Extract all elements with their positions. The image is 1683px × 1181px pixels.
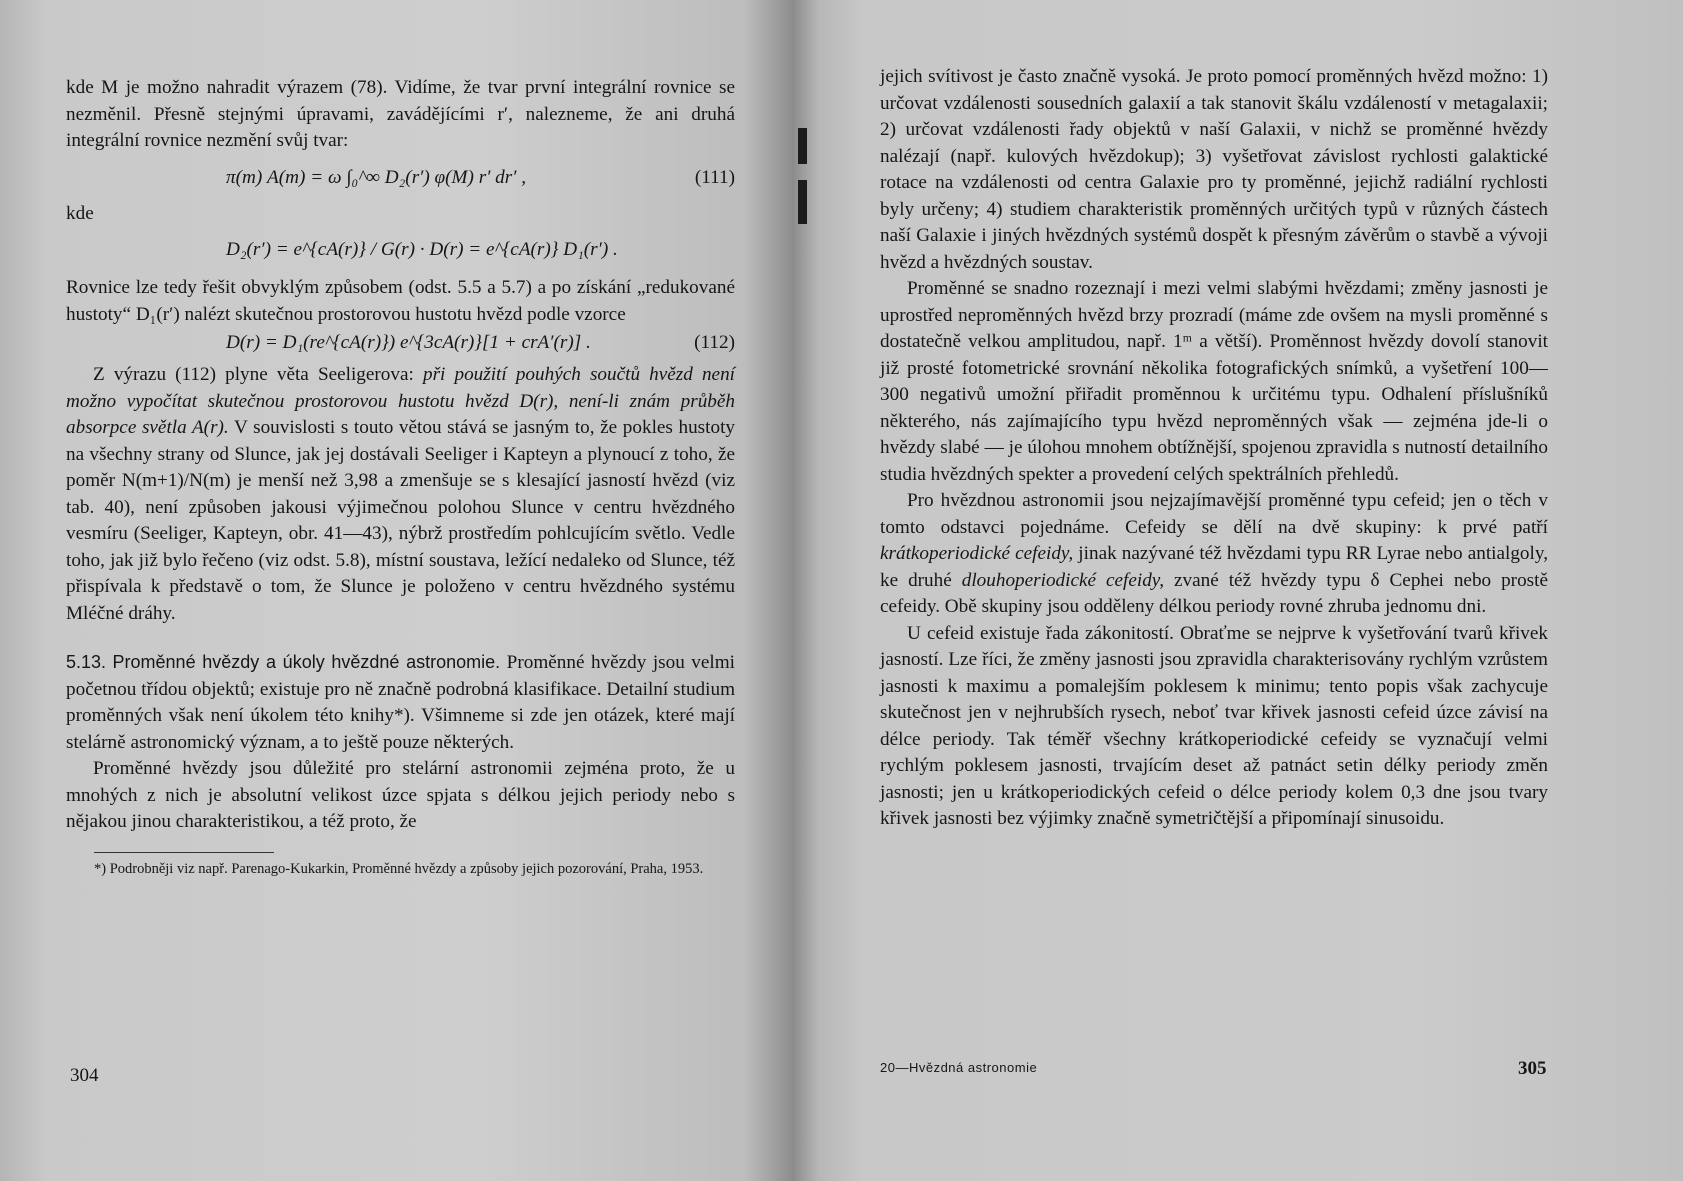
right-text-column <box>880 64 1548 833</box>
short-period-cepheids: krátkoperiodické cefeidy, <box>880 543 1074 564</box>
seeliger-theorem: při použití pouhých součtů hvězd není možno vypočítat skutečnou prostorovou hustotu hvězd D(r), není-li znám průběh absorpce světla A(r). <box>66 364 736 438</box>
left-paragraph-3 <box>66 362 735 627</box>
right-paragraph-1: jejich svítivost je často značně vysoká. Je proto pomocí proměnných hvězd možno: 1) určovat vzdálenosti sousedních galaxií a tak stanovit škálu vzdáleností v metagalaxii; 2) určovat vzdálenosti řady objektů v naší Galaxii, v nichž se proměnné hvězdy nalézají (např. kulových hvězdokup); 3) vyšetřovat závislost rychlosti galaktické rotace na vzdálenosti od centra Galaxie pro ty proměnné, jejichž radiální rychlosti byly určeny; 4) studiem charakteristik proměnných určitých typů v různých částech naší Galaxie i jiných hvězdných systémů dospět k přesným závěrům o stavbě a vývoji hvězd a hvězdných soustav. <box>880 66 1548 273</box>
left-paragraph-2: Rovnice lze tedy řešit obvyklým způsobem (odst. 5.5 a 5.7) a po získání „redukované hustoty“ D₁(r′) nalézt skutečnou prostorovou hustotu hvězd podle vzorce <box>66 277 735 325</box>
equation-111-text: π(m) A(m) = ω ∫₀^∞ D₂(r′) φ(M) r′ dr′ , <box>226 166 527 188</box>
equation-112 <box>66 328 735 362</box>
seeliger-intro: Z výrazu (112) plyne věta Seeligerova: <box>93 364 423 385</box>
left-paragraph-5: Proměnné hvězdy jsou důležité pro stelární astronomii zejména proto, že u mnohých z nich je absolutní velikost úzce spjata s délkou jejich periody nebo s nějakou jinou charakteristikou, a též proto, že <box>66 758 735 832</box>
equation-112-number: (112) <box>694 332 735 353</box>
equation-111 <box>66 155 735 201</box>
cepheid-middle: jinak nazývané též hvězdami typu RR Lyrae nebo antialgoly, ke druhé <box>880 543 1548 591</box>
kde-label: kde <box>66 202 94 224</box>
right-paragraph-2: Proměnné se snadno rozeznají i mezi velmi slabými hvězdami; změny jasnosti je uprostřed neproměnných hvězd brzy prozradí (máme zde ovšem na mysli proměnné s dostatečně velkou amplitudou, např. 1ᵐ a větší). Proměnnost hvězdy dovolí stanovit již prosté fotometrické srovnání několika fotografických snímků, a vyšetření 100—300 negativů umožní přiřadit proměnnou k určitému typu. Odhalení příslušníků některého, nás zajímajícího typu hvězd neproměnných však — zejména jde-li o hvězdy slabé — je úlohou mnohem obtížnější, spojenou zpravidla s nutností detailního studia hvězdných spekter a provedení celých spektrálních přehledů. <box>880 278 1548 485</box>
right-page-number: 305 <box>1518 1058 1547 1079</box>
left-page-number: 304 <box>70 1065 99 1086</box>
left-text-column <box>66 75 735 880</box>
cepheid-end: zvané též hvězdy typu δ Cephei nebo prostě cefeidy. Obě skupiny jsou odděleny délkou periody rovné zhruba jednomu dni. <box>880 569 1548 617</box>
gutter-mark <box>798 180 807 224</box>
left-page <box>0 0 792 1181</box>
right-paragraph-3 <box>880 488 1548 621</box>
cepheid-intro: Pro hvězdnou astronomii jsou nejzajímavější proměnné typu cefeid; jen o těch v tomto odstavci pojednáme. Cefeidy se dělí na dvě skupiny: k prvé patří <box>880 490 1548 538</box>
section-5-13-paragraph <box>66 649 735 756</box>
long-period-cepheids: dlouhoperiodické cefeidy, <box>961 569 1165 591</box>
equation-d2 <box>66 227 735 275</box>
equation-111-number: (111) <box>694 166 735 188</box>
gutter-mark <box>798 128 807 164</box>
seeliger-discussion: V souvislosti s touto větou stává se jasným to, že pokles hustoty na všechny strany od Slunce, jak jej dostávali Seeliger i Kapteyn a plynoucí z toho, že poměr N(m+1)/N(m) je menší než 3,98 a zmenšuje se s klesající jasností hvězd (viz tab. 40), není způsoben jakousi výjimečnou polohou Slunce v centru hvězdného vesmíru (Seeliger, Kapteyn, obr. 41—43), nýbrž prostředím pohlcujícím světlo. Vedle toho, jak již bylo řečeno (viz odst. 5.8), místní soustava, ležící nedaleko od Slunce, též přispívala k představě o tom, že Slunce je položeno v centru hvězdného systému Mléčné dráhy. <box>66 417 735 624</box>
left-paragraph-1: kde M je možno nahradit výrazem (78). Vidíme, že tvar první integrální rovnice se nezměnil. Přesně stejnými úpravami, zavádějícími r′, nalezneme, že ani druhá integrální rovnice nezmění svůj tvar: <box>66 77 735 151</box>
section-title: Proměnné hvězdy a úkoly hvězdné astronomie. <box>112 652 501 672</box>
equation-d2-text: D₂(r′) = e^{cA(r)} / G(r) · D(r) = e^{cA(r)} D₁(r′) . <box>226 239 618 260</box>
running-footer: 20—Hvězdná astronomie <box>880 1060 1038 1075</box>
right-paragraph-4: U cefeid existuje řada zákonitostí. Obraťme se nejprve k vyšetřování tvarů křivek jasností. Lze říci, že změny jasnosti jsou zpravidla charakterisovány rychlým vzrůstem jasnosti k maximu a pomalejším poklesem k minimu; tento popis však zachycuje skutečnost jen v nejhrubších rysech, neboť tvar křivek jasnosti cefeid úzce závisí na délce periody. Tak téměř všechny krátkoperiodické cefeidy se vyznačují velmi rychlým poklesem jasnosti, trvajícím deset až patnáct setin délky periody změn jasnosti; jen u krátkoperiodických cefeid o délce periody kolem 0,3 dne jsou tvary křivek jasnosti bez výjimky značně symetričtější a připomínají sinusoidu. <box>880 622 1548 829</box>
section-intro-text: Proměnné hvězdy jsou velmi početnou třídou objektů; existuje pro ně značně podrobná klasifikace. Detailní studium proměnných však není úkolem této knihy*). Všimneme si zde jen otázek, které mají stelárně astronomický význam, a to ještě pouze některých. <box>66 652 736 753</box>
equation-112-text: D(r) = D₁(re^{cA(r)}) e^{3cA(r)}[1 + crA′(r)] . <box>226 332 591 353</box>
footnote: *) Podrobněji viz např. Parenago-Kukarkin, Proměnné hvězdy a způsoby jejich pozorování, Praha, 1953. <box>94 860 704 877</box>
footnote-rule <box>94 852 274 853</box>
section-number: 5.13. <box>66 652 107 672</box>
